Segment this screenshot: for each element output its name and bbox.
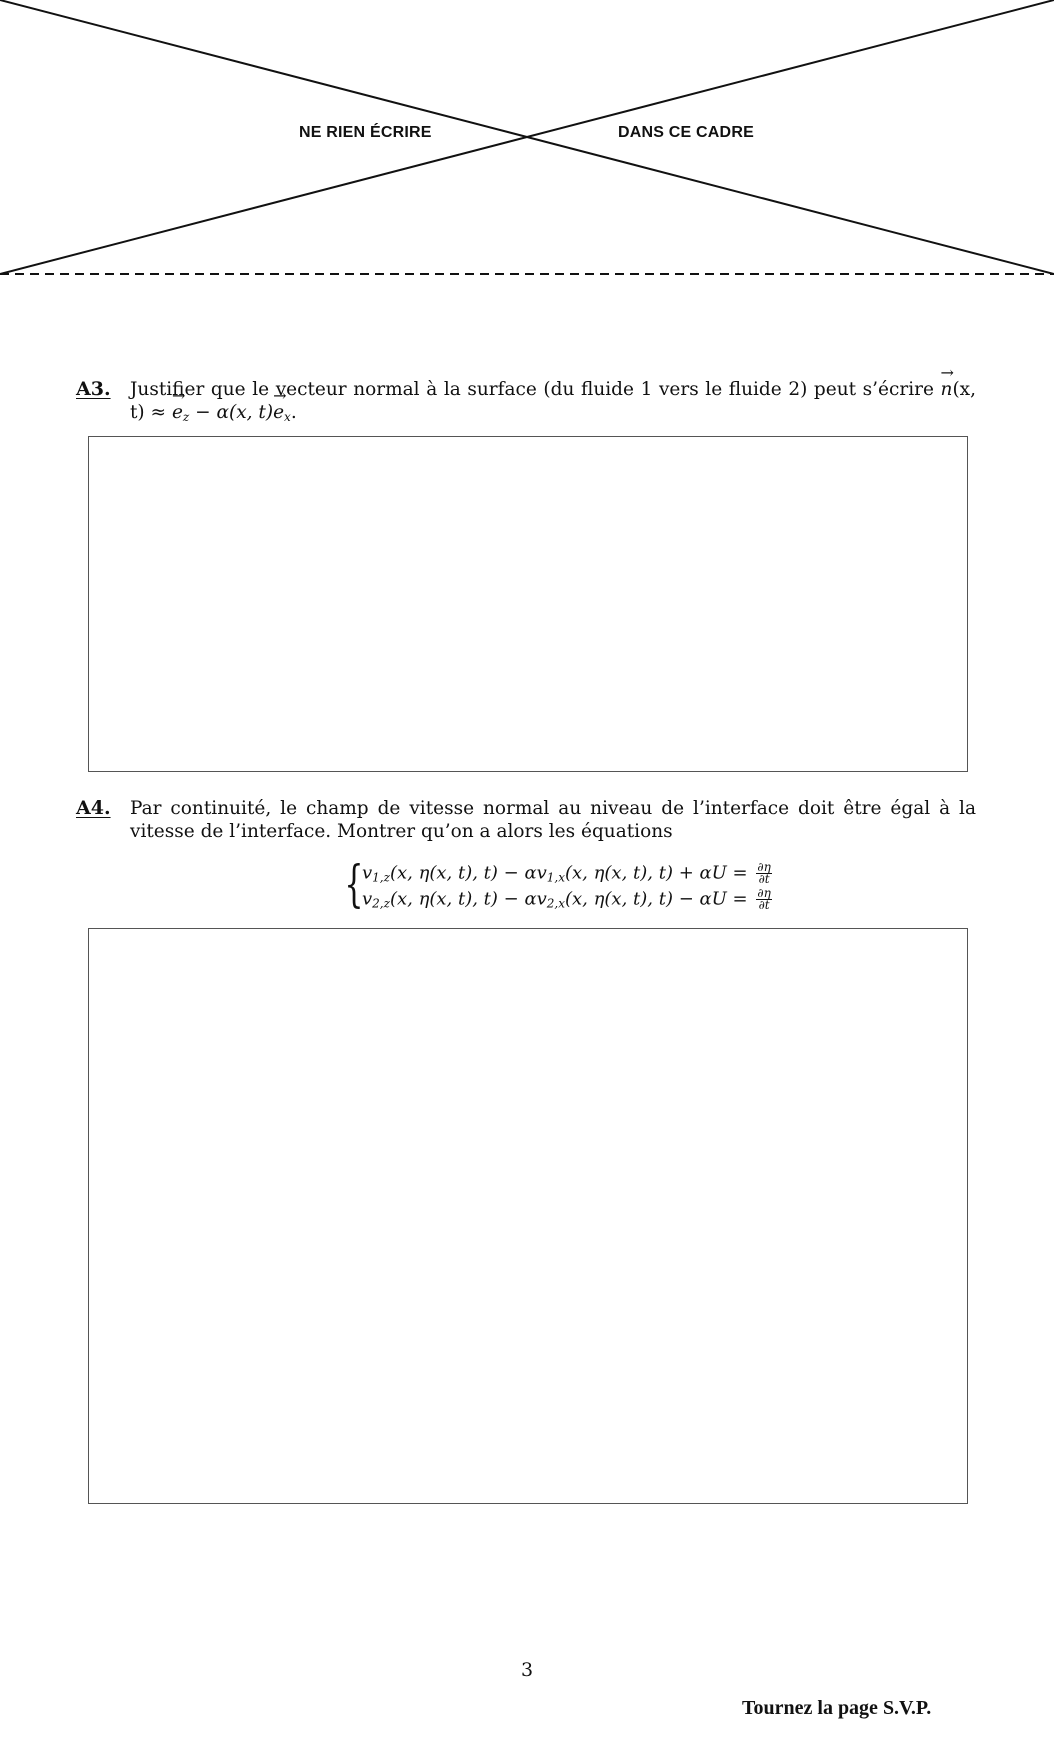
eq2-sub-z: 2,z xyxy=(372,896,390,911)
do-not-write-header xyxy=(0,0,1054,280)
eq2-args1: (x, η(x, t), t) − αv xyxy=(389,888,547,910)
eq2-sub-x: 2,x xyxy=(546,896,565,911)
equation-2 xyxy=(362,888,772,911)
eq2-v: v xyxy=(362,888,373,910)
answer-box-a3[interactable] xyxy=(88,436,968,772)
eq1-args1: (x, η(x, t), t) − αv xyxy=(389,862,547,884)
vector-ex: → e xyxy=(273,401,284,424)
question-a3-label: A3. xyxy=(76,378,111,400)
eq1-sub-x: 1,x xyxy=(546,870,565,885)
question-a3-statement: Justifier que le vecteur normal à la surface (du fluide 1 vers le fluide 2) peut s’écrire xyxy=(130,379,934,400)
turn-page-note: Tournez la page S.V.P. xyxy=(742,1697,932,1719)
question-a4-label: A4. xyxy=(76,797,111,819)
formula-end: . xyxy=(290,402,297,423)
approx-sign: ≈ xyxy=(150,402,167,423)
eq2-fraction xyxy=(756,888,771,911)
eq1-fraction xyxy=(756,862,771,885)
eq2-args2: (x, η(x, t), t) − αU = xyxy=(565,888,748,910)
vector-n: → n xyxy=(941,378,953,401)
question-a3-text xyxy=(130,378,976,429)
question-a4-text: Par continuité, le champ de vitesse normal au niveau de l’interface doit être égal à la vitesse de l’interface. Montrer qu’on a alors les équations xyxy=(130,798,976,842)
vector-ez-sub: z xyxy=(182,410,190,424)
page-number: 3 xyxy=(520,1659,534,1681)
header-cross-lines xyxy=(0,0,1054,280)
eq1-sub-z: 1,z xyxy=(372,870,390,885)
header-left-text: NE RIEN ÉCRIRE xyxy=(299,124,432,141)
vector-ez: → e xyxy=(172,401,183,424)
equation-1 xyxy=(362,862,772,885)
header-right-text: DANS CE CADRE xyxy=(618,124,754,141)
eq2-frac-num: ∂η xyxy=(757,886,771,900)
eq1-v: v xyxy=(362,862,373,884)
eq1-frac-den: ∂t xyxy=(758,872,770,886)
eq2-frac-den: ∂t xyxy=(758,898,770,912)
equation-system xyxy=(338,855,778,918)
minus-alpha-term: − α(x, t) xyxy=(195,402,274,423)
eq1-args2: (x, η(x, t), t) + αU = xyxy=(565,862,748,884)
equation-brace: { xyxy=(344,855,364,913)
answer-box-a4[interactable] xyxy=(88,928,968,1504)
eq1-frac-num: ∂η xyxy=(757,860,771,874)
vector-ex-sub: x xyxy=(284,410,291,424)
vector-n-args: (x, t) xyxy=(130,379,976,423)
